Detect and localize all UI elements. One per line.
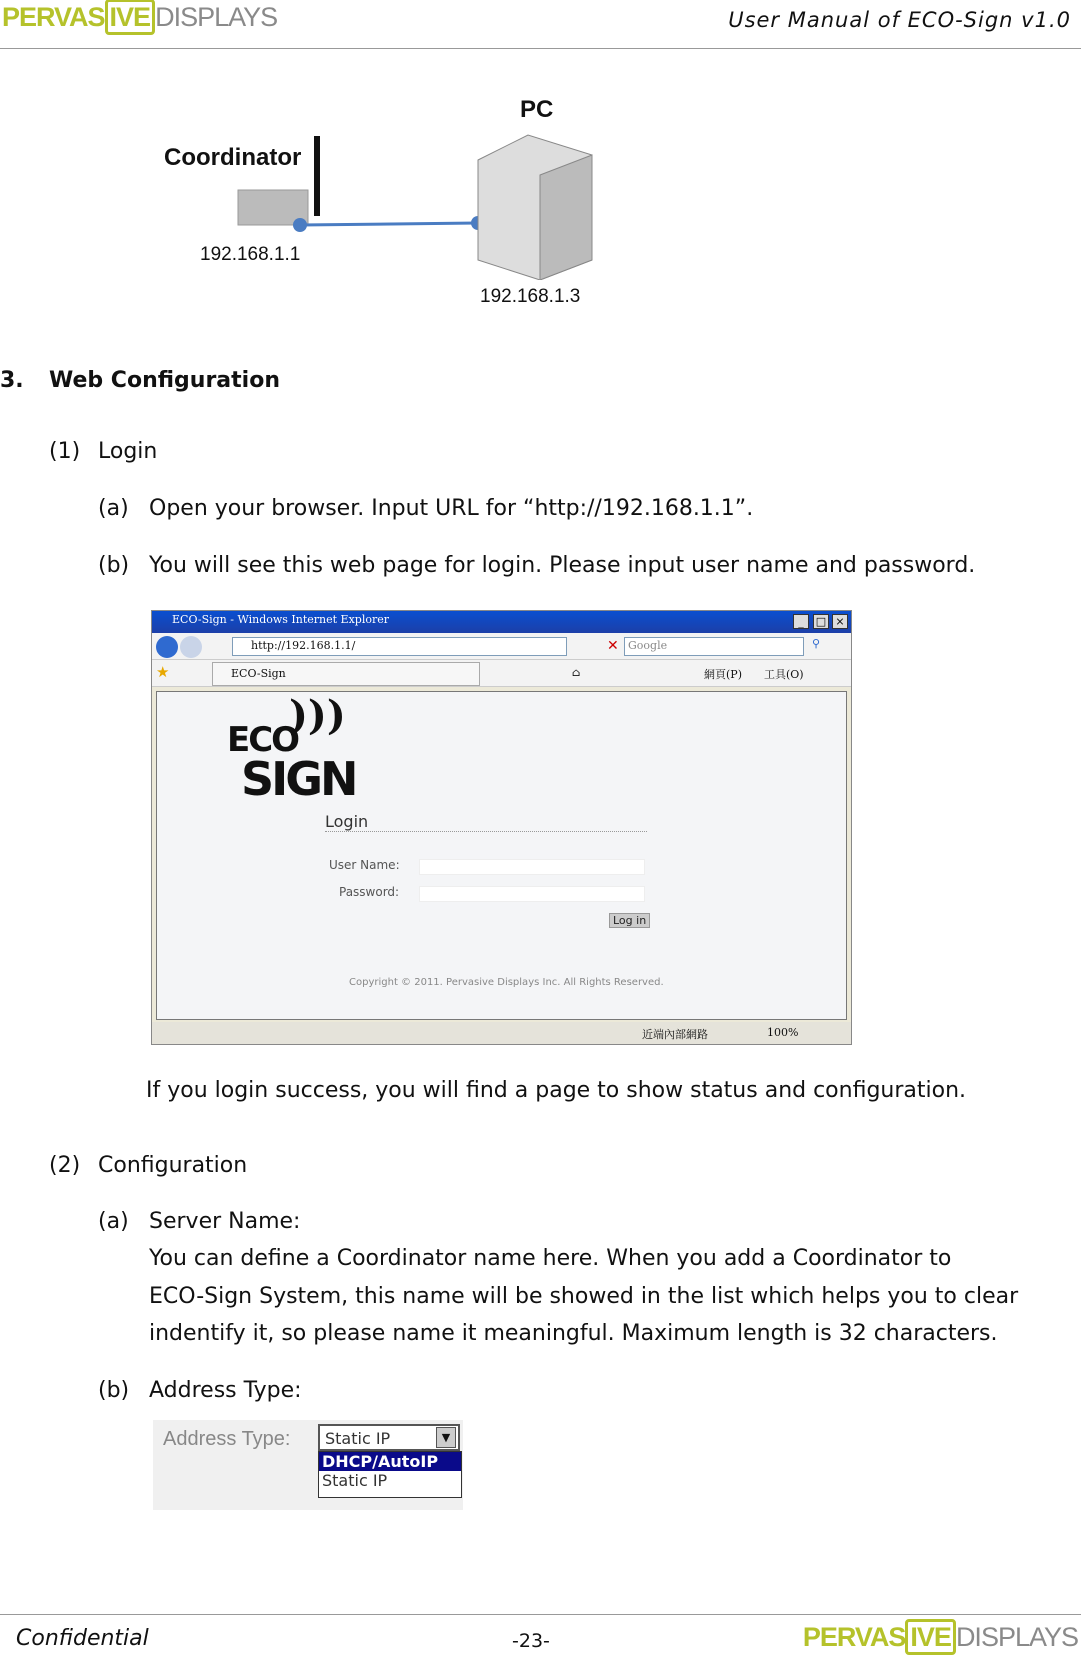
tools-menu: 工具(O) <box>764 668 804 681</box>
address-bar-row <box>152 633 851 660</box>
login-result-text: If you login success, you will find a page to show status and configuration. <box>146 1078 967 1103</box>
login-page <box>156 691 847 1020</box>
pc-ip: 192.168.1.3 <box>480 286 581 307</box>
favorites-star-icon: ★ <box>156 663 170 681</box>
option-static-ip: Static IP <box>322 1471 388 1490</box>
close-icon: × <box>832 614 848 629</box>
login-number: (1) <box>49 439 81 464</box>
section-title: Web Configuration <box>49 368 280 393</box>
connection-line <box>300 223 478 225</box>
login-step-b-number: (b) <box>98 553 130 578</box>
minimize-icon: _ <box>793 614 809 629</box>
home-icon: ⌂ <box>572 666 581 679</box>
config-step-a-number: (a) <box>98 1209 129 1234</box>
address-type-options <box>318 1451 462 1498</box>
tab-row <box>152 660 851 687</box>
zone-text: 近端內部網路 <box>642 1028 708 1041</box>
chevron-down-icon: ▼ <box>436 1427 456 1448</box>
maximize-icon: □ <box>813 614 829 629</box>
login-button: Log in <box>609 913 650 928</box>
config-step-b-number: (b) <box>98 1378 130 1403</box>
antenna-icon <box>314 136 320 216</box>
login-heading: Login <box>325 812 647 832</box>
search-icon: ⚲ <box>812 637 821 650</box>
address-type-label: Address Type: <box>163 1428 291 1450</box>
address-type-title: Address Type: <box>149 1378 302 1403</box>
server-name-desc-line: You can define a Coordinator name here. When you add a Coordinator to <box>149 1246 952 1271</box>
login-step-a-number: (a) <box>98 496 129 521</box>
login-step-a-text: Open your browser. Input URL for “http://192.168.1.1”. <box>149 496 754 521</box>
header-logo: PERVAS IVE DISPLAYS <box>2 2 277 33</box>
footer-confidential: Confidential <box>16 1626 149 1651</box>
login-step-b-text: You will see this web page for login. Please input user name and password. <box>149 553 976 578</box>
login-heading: Login <box>98 439 158 464</box>
eco-logo-top: ECO <box>227 720 299 760</box>
coordinator-label: Coordinator <box>164 144 302 171</box>
browser-titlebar <box>152 611 851 633</box>
browser-tab: ECO-Sign <box>212 662 480 686</box>
browser-screenshot <box>151 610 852 1045</box>
coordinator-ip: 192.168.1.1 <box>200 244 301 265</box>
pc-label: PC <box>520 96 554 123</box>
password-field <box>419 886 645 902</box>
header-divider <box>0 48 1081 49</box>
status-bar <box>152 1022 851 1044</box>
password-label: Password: <box>339 885 400 899</box>
wireless-signal-icon: ))) <box>289 692 346 739</box>
stop-icon: ✕ <box>607 638 619 654</box>
address-type-select: Static IP <box>318 1424 460 1451</box>
url-field: http://192.168.1.1/ <box>232 637 567 656</box>
footer-logo: PERVAS IVE DISPLAYS <box>803 1622 1078 1653</box>
header-title: User Manual of ECO-Sign v1.0 <box>728 8 1071 32</box>
eco-logo-bottom: SIGN <box>241 752 356 806</box>
page-number: -23- <box>512 1630 550 1652</box>
option-dhcp: DHCP/AutoIP <box>319 1452 461 1471</box>
config-heading: Configuration <box>98 1153 248 1178</box>
browser-title: ECO-Sign - Windows Internet Explorer <box>172 613 389 626</box>
server-name-desc-line: indentify it, so please name it meaningful. Maximum length is 32 characters. <box>149 1321 998 1346</box>
config-number: (2) <box>49 1153 81 1178</box>
section-number: 3. <box>0 368 24 393</box>
forward-icon <box>180 636 202 658</box>
back-icon <box>156 636 178 658</box>
server-name-desc-line: ECO-Sign System, this name will be showed in the list which helps you to clear <box>149 1284 1019 1309</box>
zoom-level: 100% <box>767 1026 799 1039</box>
copyright-text: Copyright © 2011. Pervasive Displays Inc. All Rights Reserved. <box>349 977 664 988</box>
username-label: User Name: <box>329 858 400 872</box>
footer-divider <box>0 1614 1081 1615</box>
page-menu: 網頁(P) <box>704 668 742 681</box>
search-field: Google <box>624 637 804 656</box>
username-field <box>419 859 645 875</box>
address-type-screenshot <box>153 1420 463 1510</box>
server-name-title: Server Name: <box>149 1209 301 1234</box>
